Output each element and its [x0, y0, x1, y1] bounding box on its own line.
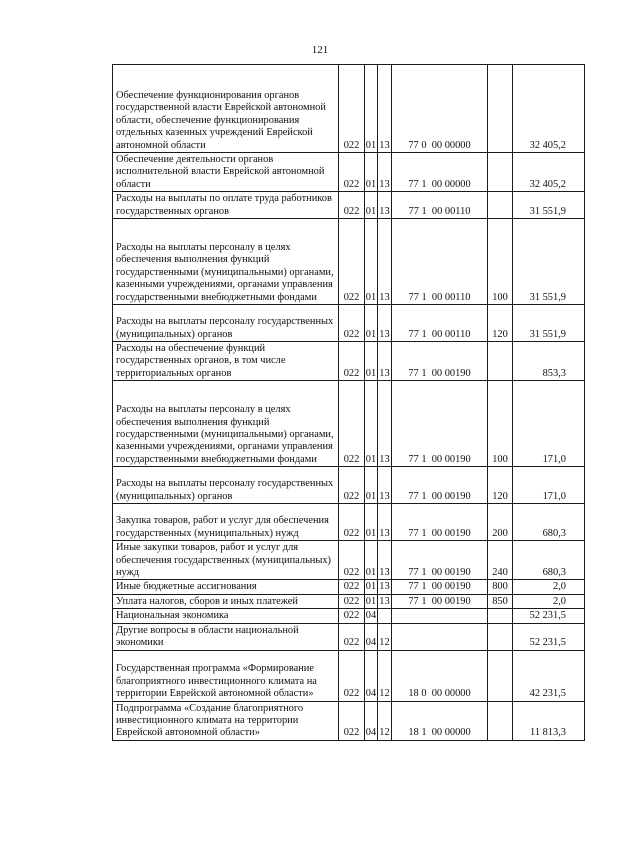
ministry-code-cell: 022: [339, 594, 365, 608]
row-name-cell: Расходы на выплаты персоналу государственных (муниципальных) органов: [113, 467, 339, 504]
subsection-code-cell: 13: [378, 467, 392, 504]
expense-type-code-cell: [488, 65, 513, 153]
expense-type-code-cell: 800: [488, 580, 513, 594]
row-name-cell: Расходы на обеспечение функций государственных органов, в том числе территориальных органов: [113, 342, 339, 381]
section-code-cell: 01: [365, 342, 378, 381]
table-row: [113, 192, 585, 219]
ministry-code-cell: 022: [339, 504, 365, 541]
subsection-code-cell: 12: [378, 650, 392, 701]
subsection-code-cell: 13: [378, 342, 392, 381]
target-article-code-cell: 18 1 00 00000: [392, 701, 488, 740]
row-name-cell: Расходы на выплаты персоналу в целях обеспечения выполнения функций государственными (муниципальными) органами, казенными учреждениями, органами управления государственными внебюджетными фондами: [113, 219, 339, 305]
ministry-code-cell: 022: [339, 153, 365, 192]
expense-type-code-cell: 120: [488, 305, 513, 342]
ministry-code-cell: 022: [339, 381, 365, 467]
section-code-cell: 01: [365, 153, 378, 192]
subsection-code-cell: [378, 609, 392, 623]
target-article-code-cell: 77 1 00 00190: [392, 504, 488, 541]
ministry-code-cell: 022: [339, 609, 365, 623]
table-row: [113, 219, 585, 305]
amount-cell: 680,3: [513, 504, 585, 541]
page-number: 121: [311, 44, 329, 56]
amount-cell: 52 231,5: [513, 609, 585, 623]
amount-cell: 42 231,5: [513, 650, 585, 701]
ministry-code-cell: 022: [339, 701, 365, 740]
amount-cell: 853,3: [513, 342, 585, 381]
table-row: [113, 580, 585, 594]
row-name-cell: Расходы на выплаты персоналу в целях обеспечения выполнения функций государственными (муниципальными) органами, казенными учреждениями, органами управления государственными внебюджетными фондами: [113, 381, 339, 467]
row-name-cell: Расходы на выплаты по оплате труда работников государственных органов: [113, 192, 339, 219]
amount-cell: 2,0: [513, 594, 585, 608]
amount-cell: 31 551,9: [513, 192, 585, 219]
amount-cell: 52 231,5: [513, 623, 585, 650]
table-row: [113, 467, 585, 504]
row-name-cell: Расходы на выплаты персоналу государственных (муниципальных) органов: [113, 305, 339, 342]
ministry-code-cell: 022: [339, 541, 365, 580]
ministry-code-cell: 022: [339, 580, 365, 594]
ministry-code-cell: 022: [339, 467, 365, 504]
subsection-code-cell: 13: [378, 219, 392, 305]
target-article-code-cell: 77 1 00 00190: [392, 381, 488, 467]
section-code-cell: 01: [365, 381, 378, 467]
expense-type-code-cell: [488, 153, 513, 192]
expense-type-code-cell: 240: [488, 541, 513, 580]
table-row: [113, 65, 585, 153]
row-name-cell: Иные закупки товаров, работ и услуг для обеспечения государственных (муниципальных) нужд: [113, 541, 339, 580]
row-name-cell: Обеспечение деятельности органов исполнительной власти Еврейской автономной области: [113, 153, 339, 192]
target-article-code-cell: 77 1 00 00110: [392, 305, 488, 342]
amount-cell: 31 551,9: [513, 305, 585, 342]
amount-cell: 32 405,2: [513, 65, 585, 153]
table-row: [113, 153, 585, 192]
amount-cell: 680,3: [513, 541, 585, 580]
section-code-cell: 01: [365, 581, 377, 593]
target-article-code-cell: 18 0 00 00000: [392, 650, 488, 701]
amount-cell: 11 813,3: [513, 701, 585, 740]
expense-type-code-cell: 100: [488, 219, 513, 305]
row-name-cell: Национальная экономика: [113, 609, 339, 623]
table-row: [113, 650, 585, 701]
expense-type-code-cell: 120: [488, 467, 513, 504]
table-row: [113, 594, 585, 608]
ministry-code-cell: 022: [339, 219, 365, 305]
target-article-code-cell: [392, 623, 488, 650]
table-row: [113, 504, 585, 541]
section-code-cell: 04: [365, 650, 378, 701]
expense-type-code-cell: [488, 192, 513, 219]
section-code-cell: 01: [365, 219, 378, 305]
amount-cell: 171,0: [513, 467, 585, 504]
section-code-cell: 01: [365, 305, 378, 342]
section-code-cell: 01: [365, 504, 378, 541]
target-article-code-cell: [392, 609, 488, 623]
expense-type-code-cell: 100: [488, 381, 513, 467]
ministry-code-cell: 022: [339, 623, 365, 650]
expense-type-code-cell: [488, 701, 513, 740]
row-name-cell: Государственная программа «Формирование благоприятного инвестиционного климата на территории Еврейской автономной области»: [113, 650, 339, 701]
table-row: [113, 541, 585, 580]
table-row: [113, 305, 585, 342]
ministry-code-cell: 022: [339, 192, 365, 219]
row-name-cell: Закупка товаров, работ и услуг для обеспечения государственных (муниципальных) нужд: [113, 504, 339, 541]
table-row: [113, 623, 585, 650]
table-row: [113, 701, 585, 740]
target-article-code-cell: 77 1 00 00190: [392, 541, 488, 580]
target-article-code-cell: 77 1 00 00190: [392, 467, 488, 504]
amount-cell: 171,0: [513, 381, 585, 467]
section-code-cell: 04: [365, 623, 378, 650]
subsection-code-cell: 13: [378, 305, 392, 342]
section-code-cell: 04: [365, 701, 378, 740]
subsection-code-cell: 13: [379, 581, 390, 593]
target-article-code-cell: 77 1 00 00190: [392, 594, 488, 608]
subsection-code-cell: 12: [378, 623, 392, 650]
subsection-code-cell: 13: [378, 153, 392, 192]
expense-type-code-cell: [488, 342, 513, 381]
amount-cell: 31 551,9: [513, 219, 585, 305]
table-row: [113, 609, 585, 623]
section-code-cell: 01: [365, 65, 378, 153]
ministry-code-cell: 022: [339, 650, 365, 701]
amount-cell: 2,0: [513, 580, 585, 594]
target-article-code-cell: 77 1 00 00190: [392, 342, 488, 381]
section-code-cell: 01: [365, 192, 378, 219]
budget-table-body: [113, 65, 585, 741]
ministry-code-cell: 022: [339, 342, 365, 381]
subsection-code-cell: 13: [378, 192, 392, 219]
row-name-cell: Подпрограмма «Создание благоприятного инвестиционного климата на территории Еврейской автономной области»: [113, 701, 339, 740]
target-article-code-cell: 77 1 00 00110: [392, 219, 488, 305]
target-article-code-cell: 77 1 00 00000: [392, 153, 488, 192]
subsection-code-cell: 13: [378, 381, 392, 467]
target-article-code-cell: 77 0 00 00000: [392, 65, 488, 153]
subsection-code-cell: 13: [378, 541, 392, 580]
expense-type-code-cell: 200: [488, 504, 513, 541]
row-name-cell: Иные бюджетные ассигнования: [113, 580, 339, 594]
expense-type-code-cell: [488, 650, 513, 701]
budget-table: [112, 64, 585, 741]
subsection-code-cell: 13: [378, 65, 392, 153]
subsection-code-cell: 13: [379, 595, 390, 607]
ministry-code-cell: 022: [339, 305, 365, 342]
row-name-cell: Обеспечение функционирования органов государственной власти Еврейской автономной области, обеспечение функционирования отдельных казенных учреждений Еврейской автономной области: [113, 65, 339, 153]
row-name-cell: Уплата налогов, сборов и иных платежей: [113, 594, 339, 608]
target-article-code-cell: 77 1 00 00110: [392, 192, 488, 219]
table-row: [113, 381, 585, 467]
target-article-code-cell: 77 1 00 00190: [392, 580, 488, 594]
row-name-cell: Другие вопросы в области национальной экономики: [113, 623, 339, 650]
amount-cell: 32 405,2: [513, 153, 585, 192]
expense-type-code-cell: 850: [488, 594, 513, 608]
expense-type-code-cell: [488, 609, 513, 623]
section-code-cell: 01: [365, 467, 378, 504]
section-code-cell: 01: [365, 541, 378, 580]
expense-type-code-cell: [488, 623, 513, 650]
subsection-code-cell: 12: [378, 701, 392, 740]
ministry-code-cell: 022: [339, 65, 365, 153]
subsection-code-cell: 13: [378, 504, 392, 541]
section-code-cell: 04: [365, 610, 377, 622]
section-code-cell: 01: [365, 595, 377, 607]
table-row: [113, 342, 585, 381]
